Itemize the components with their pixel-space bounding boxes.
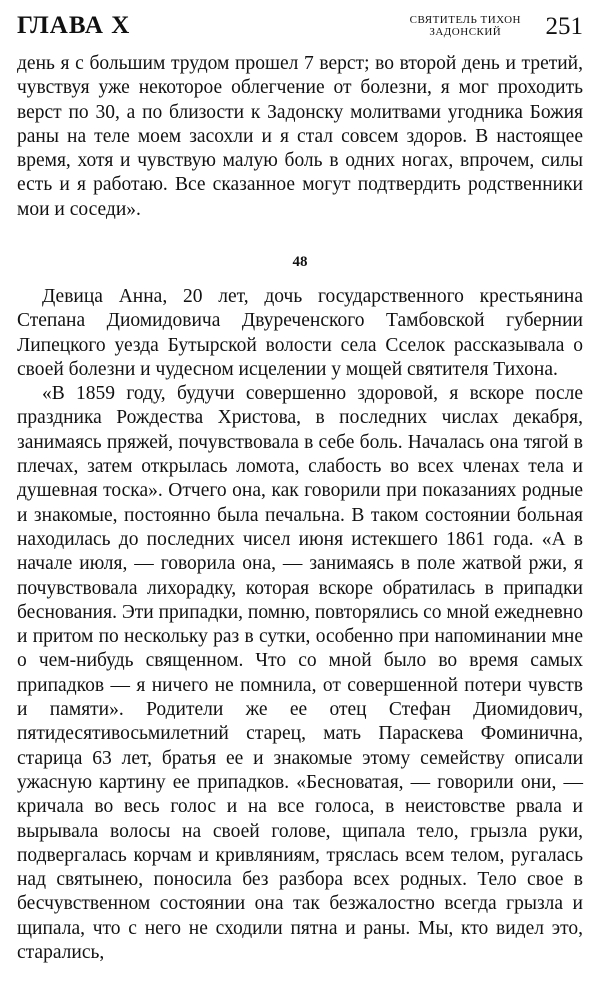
section-text-block [17, 285, 583, 965]
page-number: 251 [545, 13, 583, 40]
chapter-title: ГЛАВА X [17, 12, 131, 39]
paragraph-2: «В 1859 году, будучи совершенно здоровой, я вскоре после праздника Рождества Христова, в последних числах декабря, занимаясь пряжей, почувствовала в себе боль. Началась она тягой в плечах, затем открылась ломота, слабость во всех членах тела и душевная тоска». Отчего она, как говорили при показаниях родные и знакомые, постоянно была печальна. В таком состоянии больная находилась до последних чисел июня истекшего 1861 года. «А в начале июля, — говорила она, — занимаясь в поле жатвой ржи, я почувствовала лихорадку, которая вскоре обратилась в припадки беснования. Эти припадки, помню, повторялись со мной ежедневно и притом по нескольку раз в сутки, особенно при напоминании мне о чем-нибудь священном. Что со мной было во время самых припадков — я ничего не помнила, от совершенной потери чувств и памяти». Родители же ее отец Стефан Диомидович, пятидесятивосьмилетний старец, мать Параскева Фоминична, старица 63 лет, братья ее и знакомые этому семейству описали ужасную картину ее припадков. «Бесноватая, — говорили они, — кричала во весь голос и на все голоса, в неистовстве рвала и вырывала волосы на своей голове, щипала тело, грызла руки, подвергалась корчам и кривляниям, тряслась всем телом, ругалась над святынею, поносила без разбора всех родных. Тело свое в бесчувственном состоянии она так безжалостно всегда грызла и щипала, что с него не сходили пятна и раны. Мы, кто видел это, старались, [17, 383, 583, 964]
continued-text-block [17, 52, 583, 222]
section-number: 48 [292, 254, 308, 270]
running-title-line-1: СВЯТИТЕЛЬ ТИХОН [409, 14, 521, 26]
paragraph-1: Девица Анна, 20 лет, дочь государственного крестьянина Степана Диомидовича Двуреченского Тамбовской губернии Липецкого уезда Бутырской волости села Сселок рассказывала о своей болезни и чудесном исцелении у мощей святителя Тихона. [17, 286, 583, 380]
page-header [17, 10, 583, 48]
running-title-line-2: ЗАДОНСКИЙ [429, 26, 502, 38]
continued-paragraph: день я с большим трудом прошел 7 верст; во второй день и третий, чувствуя уже некоторое облегчение от болезни, я мог проходить верст по 30, а по близости к Задонску молитвами угодника Божия раны на теле моем засохли и я стал совсем здоров. В настоящее время, хотя и чувствую малую боль в одних ногах, впрочем, силы есть и я работаю. Все сказанное могут подтвердить родственники мои и соседи». [17, 53, 583, 220]
running-title [410, 14, 521, 38]
